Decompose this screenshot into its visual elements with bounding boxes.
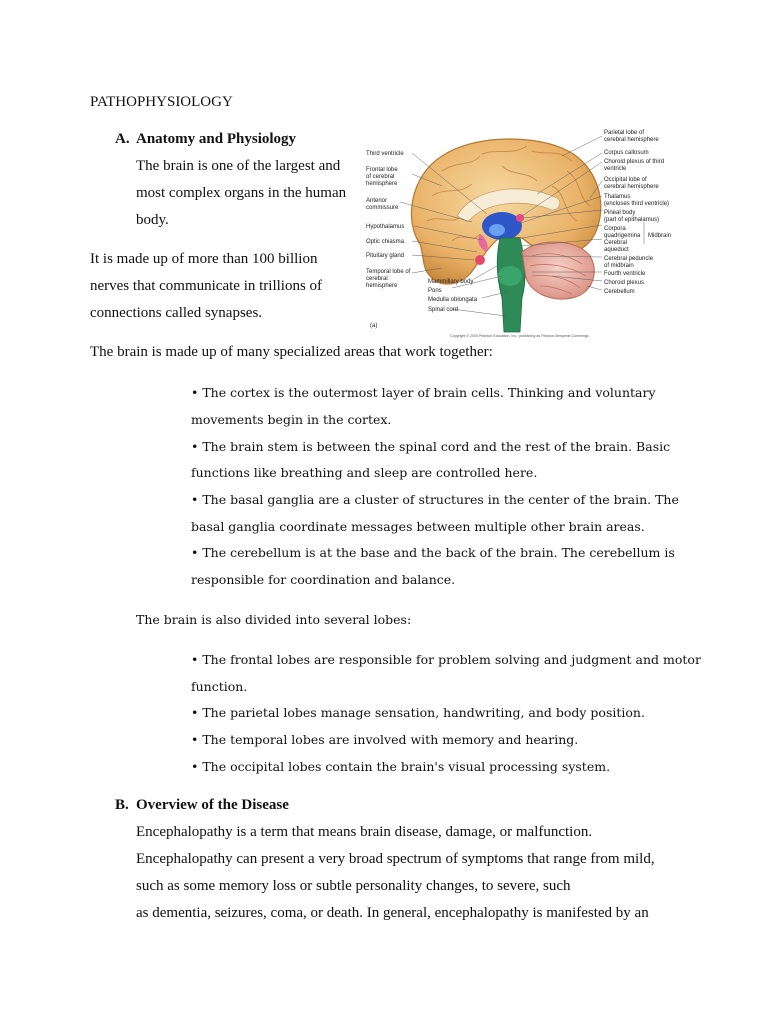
lobe-bullet-line: • The temporal lobes are involved with memory and hearing.	[191, 732, 579, 747]
label-frontal-lobe: of cerebral	[366, 174, 395, 180]
intro-line: body.	[136, 212, 169, 228]
brain-anatomy-figure	[362, 126, 674, 342]
disease-line: Encephalopathy is a term that means brain disease, damage, or malfunction.	[136, 824, 593, 840]
area-bullet-line: • The cerebellum is at the base and the back of the brain. The cerebellum is	[191, 545, 675, 560]
area-bullet-line: movements begin in the cortex.	[191, 412, 392, 427]
label-parietal-lobe: cerebral hemisphere	[604, 137, 659, 143]
label-hypothalamus: Hypothalamus	[366, 224, 405, 230]
label-choroid-plexus: Choroid plexus	[604, 280, 645, 286]
lobe-bullet-line: • The occipital lobes contain the brain's visual processing system.	[191, 759, 611, 774]
label-cerebral-peduncle: of midbrain	[604, 263, 634, 269]
label-choroid-plexus-third: Choroid plexus of third	[604, 159, 665, 165]
figure-copyright: Copyright © 2005 Pearson Education, Inc., publishing as Pearson Benjamin Cummings	[450, 334, 589, 338]
label-pineal-body: (part of epithalamus)	[604, 217, 660, 223]
label-third-ventricle: Third ventricle	[366, 151, 404, 157]
pituitary-shape	[475, 255, 485, 265]
lobe-bullet-line: • The parietal lobes manage sensation, handwriting, and body position.	[191, 705, 645, 720]
label-frontal-lobe: Frontal lobe	[366, 167, 398, 173]
label-corpora-quadrigemina: Corpora	[604, 226, 626, 232]
section-a-heading: Anatomy and Physiology	[136, 131, 297, 147]
label-choroid-plexus-third: ventricle	[604, 166, 627, 172]
label-pineal-body: Pineal body	[604, 210, 636, 216]
label-corpus-callosum: Corpus callosum	[604, 150, 649, 156]
lobe-bullet-line: function.	[191, 679, 248, 694]
cerebellum-shape	[522, 242, 594, 299]
area-bullet-line: basal ganglia coordinate messages between multiple other brain areas.	[191, 519, 645, 534]
label-corpora-quadrigemina: quadrigemina	[604, 233, 641, 239]
label-temporal-lobe: Temporal lobe of	[366, 269, 411, 275]
label-cerebral-aqueduct: Cerebral	[604, 240, 628, 246]
area-bullet-line: • The cortex is the outermost layer of brain cells. Thinking and voluntary	[191, 385, 656, 400]
document-title: PATHOPHYSIOLOGY	[90, 94, 233, 110]
label-thalamus: (encloses third ventricle)	[604, 201, 670, 207]
label-mammillary-body: Mammillary body	[428, 279, 474, 285]
label-pons: Pons	[428, 288, 442, 294]
intro-line: The brain is one of the largest and	[136, 158, 341, 174]
label-cerebral-peduncle: Cerebral peduncle	[604, 256, 654, 262]
label-temporal-lobe: hemisphere	[366, 283, 398, 289]
label-temporal-lobe: cerebral	[366, 276, 388, 282]
para-line: connections called synapses.	[90, 305, 263, 321]
label-cerebellum: Cerebellum	[604, 289, 635, 295]
label-optic-chiasma: Optic chiasma	[366, 239, 405, 245]
lobe-bullet-line: • The frontal lobes are responsible for problem solving and judgment and motor	[191, 652, 701, 667]
intro-line: most complex organs in the human	[136, 185, 347, 201]
label-pituitary-gland: Pituitary gland	[366, 253, 405, 259]
label-anterior-commissure: commissure	[366, 205, 399, 211]
label-cerebral-aqueduct: aqueduct	[604, 247, 629, 253]
area-bullet-line: responsible for coordination and balance.	[191, 572, 456, 587]
label-parietal-lobe: Parietal lobe of	[604, 130, 645, 136]
label-occipital-lobe: Occipital lobe of	[604, 177, 647, 183]
panel-label: (a)	[370, 323, 378, 329]
label-fourth-ventricle: Fourth ventricle	[604, 271, 646, 277]
label-anterior-commissure: Anterior	[366, 198, 388, 204]
para-line: nerves that communicate in trillions of	[90, 278, 323, 294]
disease-line: such as some memory loss or subtle personality changes, to severe, such	[136, 878, 571, 894]
section-a-marker: A.	[115, 131, 130, 147]
label-midbrain: Midbrain	[648, 233, 672, 239]
area-bullet-line: functions like breathing and sleep are controlled here.	[191, 465, 538, 480]
lobes-intro: The brain is also divided into several lobes:	[136, 612, 412, 627]
section-b-marker: B.	[115, 797, 129, 813]
area-bullet-line: • The basal ganglia are a cluster of structures in the center of the brain. The	[191, 492, 679, 507]
label-occipital-lobe: cerebral hemisphere	[604, 184, 659, 190]
label-frontal-lobe: hemisphere	[366, 181, 398, 187]
para-line: It is made up of more than 100 billion	[90, 251, 318, 267]
section-b-heading: Overview of the Disease	[136, 797, 289, 813]
disease-line: Encephalopathy can present a very broad spectrum of symptoms that range from mild,	[136, 851, 655, 867]
label-spinal-cord: Spinal cord	[428, 307, 459, 313]
areas-intro: The brain is made up of many specialized areas that work together:	[90, 344, 493, 360]
area-bullet-line: • The brain stem is between the spinal cord and the rest of the brain. Basic	[191, 439, 671, 454]
disease-line: as dementia, seizures, coma, or death. In general, encephalopathy is manifested by an	[136, 905, 649, 921]
label-thalamus: Thalamus	[604, 194, 631, 200]
label-medulla-oblongata: Medulla oblongata	[428, 297, 478, 303]
